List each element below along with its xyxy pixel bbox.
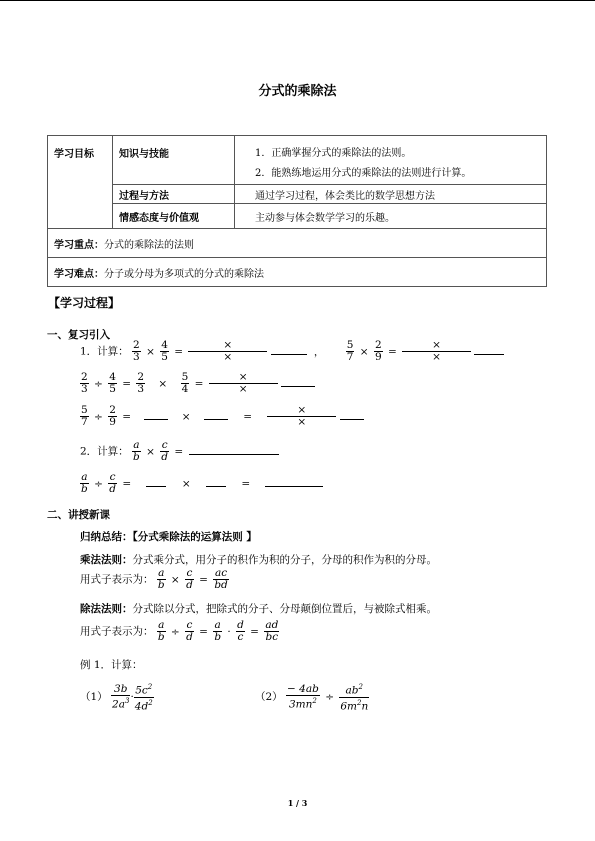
answer-blank [206, 477, 226, 487]
key-point-text: 分式的乘除法的法则 [104, 239, 194, 251]
div-rule-text: 分式除以分式，把除式的分子、分母颠倒位置后，与被除式相乘。 [132, 603, 437, 615]
page-title: 分式的乘除法 [258, 84, 337, 99]
review-line-5: $\frac{a}{b}$ ÷ $\frac{c}{d}$ = × = [80, 472, 323, 495]
objective-category: 知识与技能 [113, 136, 235, 185]
mult-rule-text: 分式乘分式，用分子的积作为积的分子，分母的积作为积的分母。 [132, 554, 437, 566]
top-rule [0, 0, 595, 1]
answer-blank [340, 410, 364, 420]
goal-label: 学习目标 [48, 136, 113, 229]
objective-items [235, 136, 547, 185]
fraction: $\frac{4}{5}$ [109, 371, 116, 395]
summary-label: 归纳总结： [80, 531, 133, 543]
section1-heading: 一、复习引入 [47, 329, 110, 341]
objective-category: 情感态度与价值观 [113, 204, 235, 229]
example-number: （1） [80, 691, 108, 703]
answer-blank-fraction: $\frac{\times}{\times}$ [188, 340, 267, 363]
summary-line [80, 529, 257, 544]
objective-item: 通过学习过程，体会类比的数学思想方法 [235, 185, 547, 204]
answer-blank [146, 477, 166, 487]
fraction: $\frac{a}{b}$ [214, 619, 222, 643]
objective-category: 过程与方法 [113, 185, 235, 204]
formula-label: 用式子表示为： [80, 573, 154, 586]
objective-item: 主动参与体会数学学习的乐趣。 [235, 204, 547, 229]
answer-blank-fraction: $\frac{\times}{\times}$ [402, 340, 471, 363]
mult-rule-label: 乘法法则： [80, 554, 133, 566]
answer-blank [204, 410, 228, 420]
fraction: $\frac{2}{3}$ [81, 371, 88, 395]
example-2: （2） $\frac{- 4ab}{3mn^2}$ ÷ $\frac{ab^2}{6m^2n}$ [255, 682, 369, 712]
difficulty-row [48, 258, 547, 287]
review-line-4: 2．计算： $\frac{a}{b}$ × $\frac{c}{d}$ = [80, 440, 279, 463]
fraction: $\frac{c}{d}$ [161, 439, 168, 463]
review-line-1: 1．计算： $\frac{2}{3}$ × $\frac{4}{5}$ = $\frac{\times}{\times}$ ， $\frac{5}{7}$ × $\frac{2}{9}$ = $\frac{\times}{\times}$ [80, 340, 504, 363]
fraction: $\frac{5}{7}$ [346, 339, 354, 363]
fraction: $\frac{2}{9}$ [374, 339, 382, 363]
objective-item: 1．正确掌握分式的乘除法的法则。 [255, 148, 412, 159]
fraction: $\frac{ad}{bc}$ [265, 619, 279, 643]
fraction: $\frac{5}{7}$ [81, 404, 88, 428]
answer-blank [474, 345, 504, 355]
fraction: $\frac{d}{c}$ [237, 619, 244, 643]
fraction: $\frac{3b}{2a^3}$ [112, 682, 130, 711]
key-point-row [48, 229, 547, 258]
page-number: 1 / 3 [287, 798, 308, 808]
fraction: $\frac{a}{b}$ [157, 619, 165, 643]
question-label: 2．计算： [80, 445, 129, 458]
fraction: $\frac{a}{b}$ [81, 471, 88, 495]
example-label: 例 1．计算： [80, 659, 143, 671]
answer-blank-fraction: $\frac{\times}{\times}$ [267, 405, 336, 428]
example-number: （2） [255, 691, 283, 703]
fraction: $\frac{4}{5}$ [161, 339, 168, 363]
formula-label: 用式子表示为： [80, 625, 154, 638]
answer-blank-fraction: $\frac{\times}{\times}$ [209, 372, 278, 395]
question-label: 1．计算： [80, 345, 129, 358]
review-line-2: $\frac{2}{3}$ ÷ $\frac{4}{5}$ = $\frac{2}{3}$ × $\frac{5}{4}$ = $\frac{\times}{\times}$ [80, 372, 315, 395]
fraction: $\frac{c}{d}$ [186, 619, 193, 643]
objective-item: 2．能熟练地运用分式的乘除法的法则进行计算。 [255, 168, 472, 179]
answer-blank [189, 445, 279, 455]
div-rule-label: 除法法则： [80, 603, 133, 615]
mult-rule [80, 552, 437, 567]
fraction: $\frac{a}{b}$ [157, 567, 165, 591]
difficulty-text: 分子或分母为多项式的分式的乘除法 [104, 268, 264, 280]
objectives-table [47, 135, 547, 287]
review-line-3: $\frac{5}{7}$ ÷ $\frac{2}{9}$ = × = $\frac{\times}{\times}$ [80, 405, 364, 428]
example-1: （1） $\frac{3b}{2a^3}$ · $\frac{5c^2}{4d^2}$ [80, 682, 153, 712]
answer-blank [271, 345, 307, 355]
difficulty-label: 学习难点： [54, 268, 104, 280]
process-title: 【学习过程】 [48, 296, 121, 310]
section2-heading: 二、讲授新课 [47, 509, 110, 521]
fraction: $\frac{a}{b}$ [133, 439, 140, 463]
key-point-label: 学习重点： [54, 239, 104, 251]
fraction: $\frac{2}{3}$ [137, 371, 145, 395]
fraction: $\frac{5}{4}$ [181, 371, 189, 395]
fraction: $\frac{ac}{bd}$ [214, 567, 228, 591]
summary-title: 【分式乘除法的运算法则 】 [132, 531, 257, 543]
fraction: $\frac{2}{9}$ [109, 404, 116, 428]
fraction: $\frac{2}{3}$ [133, 339, 140, 363]
div-rule [80, 601, 437, 616]
fraction: $\frac{5c^2}{4d^2}$ [134, 683, 153, 712]
answer-blank [265, 477, 323, 487]
answer-blank [144, 410, 168, 420]
div-formula: 用式子表示为： $\frac{a}{b}$ ÷ $\frac{c}{d}$ = $\frac{a}{b}$ · $\frac{d}{c}$ = $\frac{ad}{bc}$ [80, 619, 279, 643]
mult-formula: 用式子表示为： $\frac{a}{b}$ × $\frac{c}{d}$ = $\frac{ac}{bd}$ [80, 567, 228, 591]
answer-blank [281, 377, 315, 387]
fraction: $\frac{- 4ab}{3mn^2}$ [287, 682, 319, 711]
fraction: $\frac{c}{d}$ [109, 471, 116, 495]
fraction: $\frac{c}{d}$ [186, 567, 193, 591]
fraction: $\frac{ab^2}{6m^2n}$ [340, 683, 369, 712]
